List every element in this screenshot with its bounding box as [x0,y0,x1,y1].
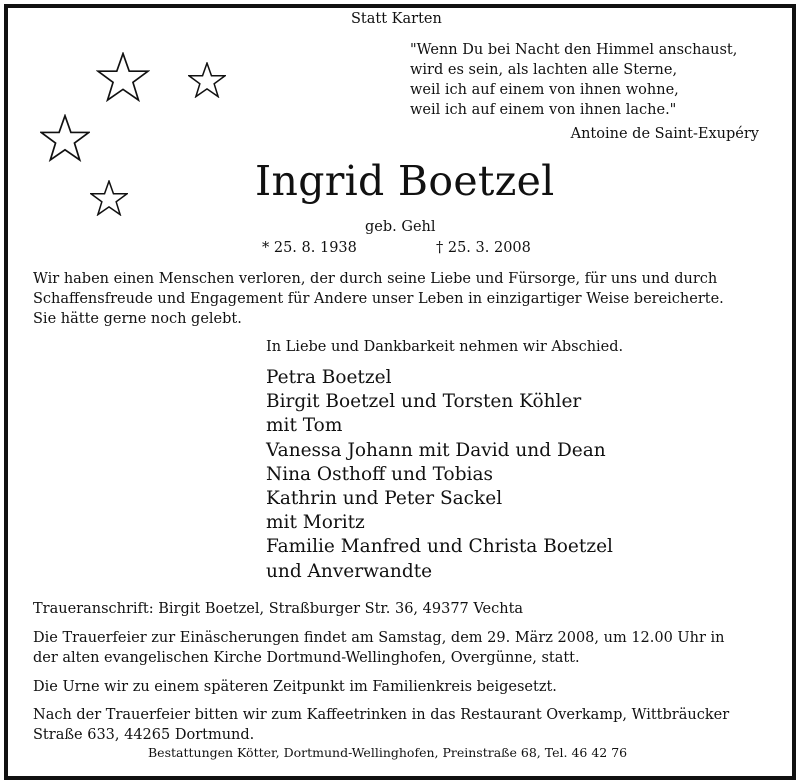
undertaker-line: Bestattungen Kötter, Dortmund-Wellinghofen, Preinstraße 68, Tel. 46 42 76 [148,745,628,760]
ceremony-line: der alten evangelischen Kirche Dortmund-Wellinghofen, Overgünne, statt. [33,650,580,666]
family-member: Vanessa Johann mit David und Dean [266,439,606,461]
message-line: Schaffensfreude und Engagement für Andere unser Leben in einzigartiger Weise bereicherte. [33,291,724,307]
message-paragraph [33,269,768,329]
quote-line: wird es sein, als lachten alle Sterne, [410,62,678,78]
family-member: mit Moritz [266,512,365,534]
coffee-paragraph [33,705,768,745]
urn-text: Die Urne wir zu einem späteren Zeitpunkt im Familienkreis beigesetzt. [33,679,557,695]
message-line: Wir haben einen Menschen verloren, der durch seine Liebe und Fürsorge, für uns und durch [33,271,718,287]
coffee-line: Straße 633, 44265 Dortmund. [33,727,255,743]
coffee-line: Nach der Trauerfeier bitten wir zum Kaffeetrinken in das Restaurant Overkamp, Wittbräucker [33,707,730,723]
quote-author: Antoine de Saint-Exupéry [570,126,759,142]
star-icon [40,114,90,162]
family-member: Familie Manfred und Christa Boetzel [266,536,613,558]
ceremony-paragraph [33,628,768,668]
quote-line: "Wenn Du bei Nacht den Himmel anschaust, [410,42,738,58]
maiden-name: geb. Gehl [365,219,436,235]
statt-karten-label: Statt Karten [351,11,442,27]
star-icon [188,62,226,98]
family-member: und Anverwandte [266,560,433,582]
quote-block [410,40,737,120]
urn-line [33,677,768,697]
family-member: Nina Osthoff und Tobias [266,463,493,485]
family-list [266,366,613,584]
family-member: Kathrin und Peter Sackel [266,488,503,510]
birth-date: * 25. 8. 1938 [262,240,357,256]
family-member: mit Tom [266,415,343,437]
death-date: 25. 3. 2008 [447,240,531,256]
address-text: Traueranschrift: Birgit Boetzel, Straßburger Str. 36, 49377 Vechta [33,601,524,617]
message-line: Sie hätte gerne noch gelebt. [33,311,242,327]
address-line [33,599,768,619]
death-date-block [436,240,531,256]
farewell-line: In Liebe und Dankbarkeit nehmen wir Abschied. [266,339,624,355]
family-member: Petra Boetzel [266,367,392,388]
star-icon [90,180,128,216]
star-icon [96,52,150,102]
quote-line: weil ich auf einem von ihnen wohne, [410,82,679,98]
ceremony-line: Die Trauerfeier zur Einäscherungen findet am Samstag, dem 29. März 2008, um 12.00 Uhr in [33,630,725,646]
cross-icon: † [436,240,444,256]
family-member: Birgit Boetzel und Torsten Köhler [266,391,582,413]
quote-line: weil ich auf einem von ihnen lache." [410,102,677,118]
deceased-name: Ingrid Boetzel [255,157,555,205]
